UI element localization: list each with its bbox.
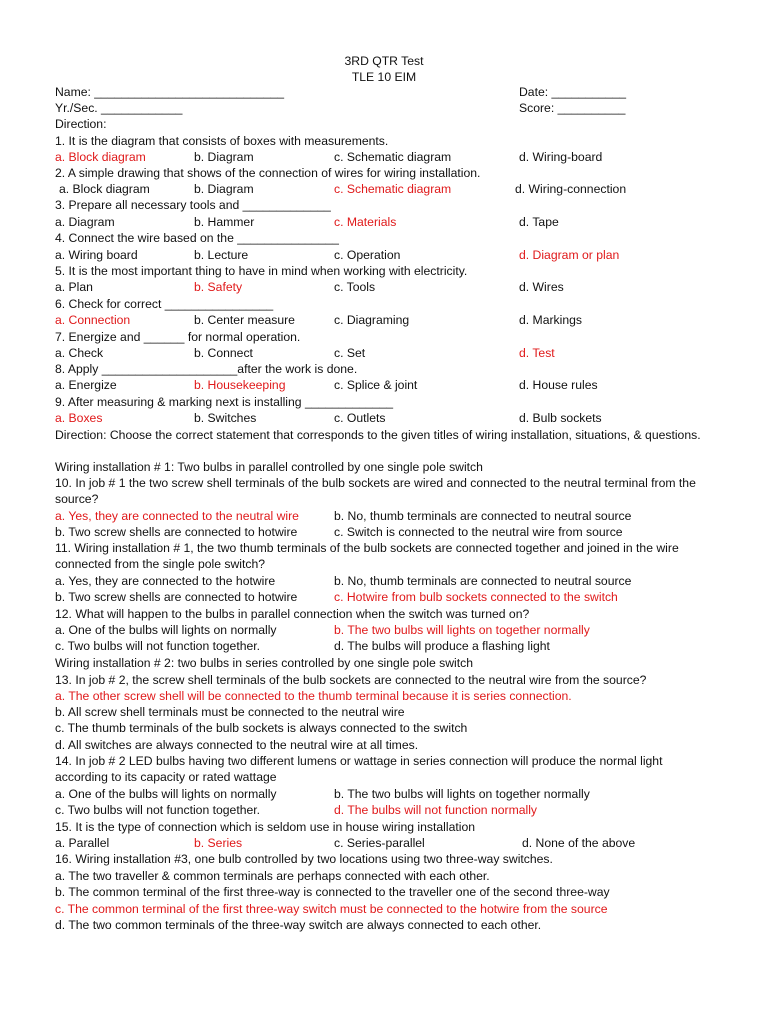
choice-15b: b. Series <box>194 836 243 850</box>
wiring-installation-2: Wiring installation # 2: two bulbs in series controlled by one single pole switch <box>55 656 473 670</box>
choice-8b: b. Housekeeping <box>194 378 286 392</box>
choice-4c: c. Operation <box>334 248 401 262</box>
choice-8a: a. Energize <box>55 378 117 392</box>
date-label: Date: ___________ <box>519 85 627 99</box>
choice-3b: b. Hammer <box>194 215 255 229</box>
choice-14b: b. The two bulbs will lights on together normally <box>334 787 590 801</box>
choice-7c: c. Set <box>334 346 366 360</box>
choice-14d: d. The bulbs will not function normally <box>334 803 538 817</box>
question-10: 10. In job # 1 the two screw shell terminals of the bulb sockets are wired and connected to the neutral terminal from the source? <box>55 476 696 507</box>
choice-9b: b. Switches <box>194 411 257 425</box>
choice-2a: a. Block diagram <box>59 182 150 196</box>
choices-4 <box>55 247 715 263</box>
choices-8 <box>55 377 715 393</box>
test-title: 3RD QTR Test <box>344 54 424 68</box>
choices-14-row2 <box>55 802 715 818</box>
choice-16c: c. The common terminal of the first three-way switch must be connected to the hotwire from the source <box>55 902 608 916</box>
choice-4a: a. Wiring board <box>55 248 138 262</box>
choice-5c: c. Tools <box>334 280 376 294</box>
question-14: 14. In job # 2 LED bulbs having two different lumens or wattage in series connection will produce the normal light according to its capacity or rated wattage <box>55 754 663 785</box>
choices-9 <box>55 410 715 426</box>
choices-10-row2 <box>55 524 715 540</box>
choice-16d: d. The two common terminals of the three-way switch are always connected to each other. <box>55 918 542 932</box>
choice-13b: b. All screw shell terminals must be connected to the neutral wire <box>55 705 405 719</box>
choice-3a: a. Diagram <box>55 215 115 229</box>
question-15: 15. It is the type of connection which is seldom use in house wiring installation <box>55 820 476 834</box>
wiring-installation-1: Wiring installation # 1: Two bulbs in parallel controlled by one single pole switch <box>55 460 483 474</box>
choice-13d: d. All switches are always connected to the neutral wire at all times. <box>55 738 419 752</box>
choice-6c: c. Diagraming <box>334 313 410 327</box>
yrsec-row <box>55 100 715 116</box>
yrsec-label: Yr./Sec. ____________ <box>55 101 183 115</box>
choices-1 <box>55 149 715 165</box>
choice-12d: d. The bulbs will produce a flashing light <box>334 639 550 653</box>
choice-13c: c. The thumb terminals of the bulb sockets is always connected to the switch <box>55 721 468 735</box>
choices-14-row1 <box>55 786 715 802</box>
choice-13a: a. The other screw shell will be connected to the thumb terminal because it is series connection. <box>55 689 572 703</box>
choices-3 <box>55 214 715 230</box>
choice-5d: d. Wires <box>519 280 564 294</box>
score-label: Score: __________ <box>519 101 626 115</box>
choices-11-row1 <box>55 573 715 589</box>
name-row <box>55 84 715 100</box>
choice-1b: b. Diagram <box>194 150 254 164</box>
choice-7d: d. Test <box>519 346 555 360</box>
name-label: Name: ____________________________ <box>55 85 285 99</box>
question-12: 12. What will happen to the bulbs in parallel connection when the switch was turned on? <box>55 607 530 621</box>
test-subtitle: TLE 10 EIM <box>351 70 417 84</box>
choice-2c: c. Schematic diagram <box>334 182 452 196</box>
question-3: 3. Prepare all necessary tools and _____________ <box>55 198 331 212</box>
choice-6d: d. Markings <box>519 313 582 327</box>
choices-12-row2 <box>55 638 715 654</box>
direction-2: Direction: Choose the correct statement that corresponds to the given titles of wiring installation, situations, & questions. <box>55 428 701 442</box>
choice-12b: b. The two bulbs will lights on together normally <box>334 623 590 637</box>
choice-5b: b. Safety <box>194 280 243 294</box>
choice-3d: d. Tape <box>519 215 559 229</box>
choice-10a: a. Yes, they are connected to the neutral wire <box>55 509 299 523</box>
choices-12-row1 <box>55 622 715 638</box>
choice-15c: c. Series-parallel <box>334 836 425 850</box>
choices-15 <box>55 835 715 851</box>
choice-1a: a. Block diagram <box>55 150 146 164</box>
choice-12a: a. One of the bulbs will lights on normally <box>55 623 277 637</box>
choice-5a: a. Plan <box>55 280 93 294</box>
choice-2b: b. Diagram <box>194 182 254 196</box>
choice-10d: c. Switch is connected to the neutral wire from source <box>334 525 623 539</box>
choice-14c: c. Two bulbs will not function together. <box>55 803 261 817</box>
choices-2 <box>55 181 715 197</box>
choice-2d: d. Wiring-connection <box>515 182 627 196</box>
direction-heading: Direction: <box>55 117 107 131</box>
choices-7 <box>55 345 715 361</box>
choice-7a: a. Check <box>55 346 104 360</box>
choices-11-row2 <box>55 589 715 605</box>
question-11: 11. Wiring installation # 1, the two thumb terminals of the bulb sockets are connected together and joined in the wire connected from the single pole switch? <box>55 541 679 572</box>
question-5: 5. It is the most important thing to have in mind when working with electricity. <box>55 264 468 278</box>
choice-1d: d. Wiring-board <box>519 150 603 164</box>
choice-9c: c. Outlets <box>334 411 386 425</box>
choice-11b: b. No, thumb terminals are connected to neutral source <box>334 574 632 588</box>
choice-12c: c. Two bulbs will not function together. <box>55 639 261 653</box>
choice-11c: b. Two screw shells are connected to hotwire <box>55 590 298 604</box>
question-13: 13. In job # 2, the screw shell terminals of the bulb sockets are connected to the neutral wire from the source? <box>55 673 647 687</box>
choice-1c: c. Schematic diagram <box>334 150 452 164</box>
choice-9d: d. Bulb sockets <box>519 411 602 425</box>
question-6: 6. Check for correct ________________ <box>55 297 274 311</box>
choices-10-row1 <box>55 508 715 524</box>
question-7: 7. Energize and ______ for normal operation. <box>55 330 301 344</box>
choice-6a: a. Connection <box>55 313 131 327</box>
choice-15a: a. Parallel <box>55 836 110 850</box>
choice-11d: c. Hotwire from bulb sockets connected to the switch <box>334 590 618 604</box>
choice-6b: b. Center measure <box>194 313 295 327</box>
question-1: 1. It is the diagram that consists of boxes with measurements. <box>55 134 389 148</box>
question-9: 9. After measuring & marking next is installing _____________ <box>55 395 394 409</box>
choice-7b: b. Connect <box>194 346 253 360</box>
choice-11a: a. Yes, they are connected to the hotwire <box>55 574 276 588</box>
question-4: 4. Connect the wire based on the _______________ <box>55 231 339 245</box>
choice-16a: a. The two traveller & common terminals are perhaps connected with each other. <box>55 869 490 883</box>
choice-10b: b. No, thumb terminals are connected to neutral source <box>334 509 632 523</box>
choice-9a: a. Boxes <box>55 411 103 425</box>
choice-15d: d. None of the above <box>522 836 636 850</box>
question-8: 8. Apply ____________________after the work is done. <box>55 362 358 376</box>
question-2: 2. A simple drawing that shows of the connection of wires for wiring installation. <box>55 166 481 180</box>
choice-14a: a. One of the bulbs will lights on normally <box>55 787 277 801</box>
choice-4b: b. Lecture <box>194 248 249 262</box>
question-16: 16. Wiring installation #3, one bulb controlled by two locations using two three-way switches. <box>55 852 553 866</box>
choice-3c: c. Materials <box>334 215 397 229</box>
choices-6 <box>55 312 715 328</box>
choice-16b: b. The common terminal of the first three-way is connected to the traveller one of the second three-way <box>55 885 610 899</box>
choice-8c: c. Splice & joint <box>334 378 418 392</box>
choices-5 <box>55 279 715 295</box>
choice-10c: b. Two screw shells are connected to hotwire <box>55 525 298 539</box>
choice-8d: d. House rules <box>519 378 598 392</box>
choice-4d: d. Diagram or plan <box>519 248 620 262</box>
